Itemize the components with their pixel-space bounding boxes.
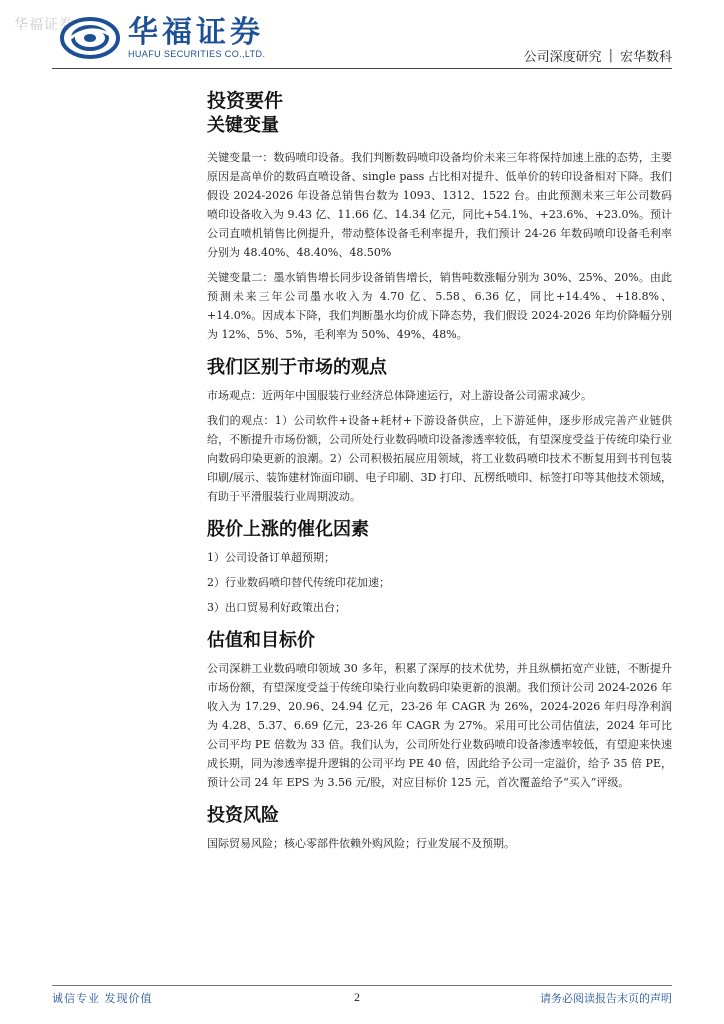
footer-disclaimer: 请务必阅读报告末页的声明 bbox=[540, 992, 672, 1005]
header-divider bbox=[52, 68, 672, 69]
main-content bbox=[207, 88, 672, 853]
page-number: 2 bbox=[354, 990, 360, 1004]
report-type: 公司深度研究 bbox=[523, 50, 602, 65]
section-title-valuation: 估值和目标价 bbox=[207, 630, 315, 651]
section-title-our-view: 我们区别于市场的观点 bbox=[207, 357, 387, 378]
company-logo bbox=[60, 16, 265, 60]
company-name: 宏华数科 bbox=[619, 50, 672, 65]
report-header-info bbox=[524, 46, 672, 65]
section-title-catalysts: 股价上涨的催化因素 bbox=[207, 519, 369, 540]
brand-name-cn: 华福证券 bbox=[128, 14, 264, 50]
section-title-risk: 投资风险 bbox=[207, 805, 279, 826]
key-variable-2-paragraph: 关键变量二：墨水销售增长同步设备销售增长，销售吨数涨幅分别为 30%、25%、20%。由此预测未来三年公司墨水收入为 4.70 亿、5.58、6.36 亿，同比+14.4%、+18.8%、+14.0%。因成本下降，我们判断墨水均价成下降态势，我们假设 2024-2026 年均价降幅分别为 12%、5%、5%，毛利率为 50%、49%、48%。 bbox=[207, 271, 672, 341]
section-title-key-variables: 关键变量 bbox=[207, 115, 279, 136]
watermark: 华福证券 bbox=[14, 17, 74, 33]
brand-name-en: HUAFU SECURITIES CO.,LTD. bbox=[128, 48, 266, 59]
catalyst-item-2: 2）行业数码喷印替代传统印花加速； bbox=[207, 576, 390, 589]
our-view-paragraph: 我们的观点：1）公司软件+设备+耗材+下游设备供应，上下游延伸，逐步形成完善产业链供给，不断提升市场份额，公司所处行业数码喷印设备渗透率较低，有望深度受益于传统印染行业向数码印染更新的浪潮。2）公司积极拓展应用领域，将工业数码喷印技术不断复用到书刊包装印刷/展示、装饰建材饰面印刷、电子印刷、3D 打印、瓦楞纸喷印、标签打印等其他技术领域，有助于平滑服装行业周期波动。 bbox=[207, 414, 672, 503]
catalyst-item-3: 3）出口贸易利好政策出台； bbox=[207, 601, 346, 614]
market-view-paragraph: 市场观点：近两年中国服装行业经济总体降速运行，对上游设备公司需求减少。 bbox=[207, 389, 592, 402]
key-variable-1-paragraph: 关键变量一：数码喷印设备。我们判断数码喷印设备均价未来三年将保持加速上涨的态势，主要原因是高单价的数码直喷设备、single pass 占比相对提升、低单价的转印设备相对下降。我们假设 2024-2026 年设备总销售台数为 1093、1312、1522 台。由此预测未来三年公司数码喷印设备收入为 9.43 亿、11.66 亿、14.34 亿元，同比+54.1%、+23.6%、+23.0%。预计公司直喷机销售比例提升，带动整体设备毛利率提升，我们预计 24-26 年数码喷印设备毛利率分别为 48.40%、48.40%、48.50% bbox=[207, 151, 672, 259]
footer-slogan: 诚信专业 发现价值 bbox=[52, 992, 153, 1005]
valuation-paragraph: 公司深耕工业数码喷印领域 30 多年，积累了深厚的技术优势，并且纵横拓宽产业链，不断提升市场份额，有望深度受益于传统印染行业向数码印染更新的浪潮。我们预计公司 2024-2026 年收入为 17.29、20.96、24.94 亿元，23-26 年 CAGR 为 26%，2024-2026 年归母净利润为 4.28、5.37、6.69 亿元，23-26 年 CAGR 为 27%。采用可比公司估值法，2024 年可比公司平均 PE 倍数为 33 倍。我们认为，公司所处行业数码喷印设备渗透率较低，有望迎来快速成长期，同为渗透率提升逻辑的公司平均 PE 40 倍，因此给予公司一定溢价，给予 35 倍 PE，预计公司 24 年 EPS 为 3.56 元/股，对应目标价 125 元，首次覆盖给予“买入”评级。 bbox=[207, 662, 672, 789]
footer-divider bbox=[52, 985, 672, 986]
huafu-logo-icon bbox=[60, 16, 120, 60]
risk-paragraph: 国际贸易风险；核心零部件依赖外购风险；行业发展不及预期。 bbox=[207, 837, 515, 850]
section-title-invest: 投资要件 bbox=[207, 90, 284, 112]
catalyst-item-1: 1）公司设备订单超预期； bbox=[207, 551, 335, 564]
header-separator: | bbox=[608, 48, 613, 63]
